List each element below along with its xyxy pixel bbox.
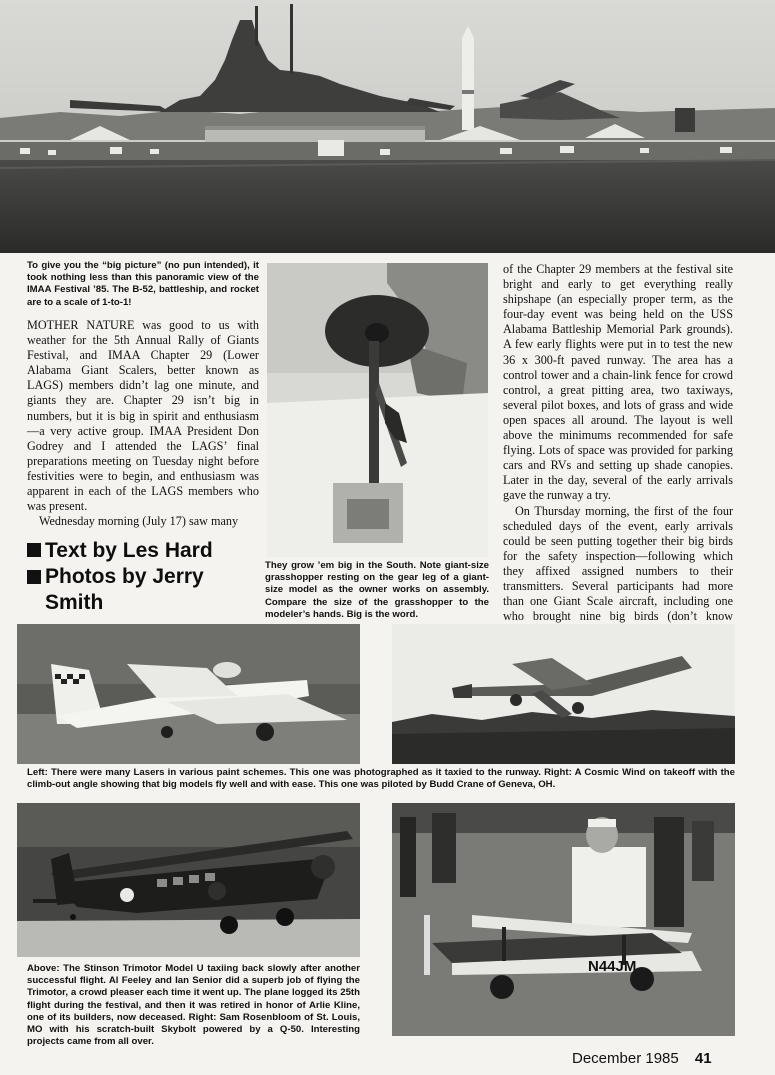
stinson-trimotor-photo: [17, 803, 360, 957]
cosmic-wind-photo: [392, 624, 735, 764]
skybolt-photo: [392, 803, 735, 1036]
article-paragraph: Wednesday morning (July 17) saw many: [39, 514, 239, 529]
issue-date: December 1985: [572, 1050, 679, 1067]
lasers-cosmic-caption: Left: There were many Lasers in various paint schemes. This one was photographed as it taxied to the runway. Right: A Cosmic Wind on takeoff with the climb-out angle showing that big models fly well and with ease. This one was piloted by Budd Crane of Geneva, OH.: [27, 767, 735, 791]
article-column-1: [27, 318, 259, 529]
laser-photo: [17, 624, 360, 764]
article-paragraph: of the Chapter 29 members at the festival site bright and early to get everything really shipshape (an especially proper term, as the four-day event was being held on the USS Alabama Battleship Memorial Park grounds). A few early flights were put in to test the new 36 x 300-ft paved runway. The area has a control tower and a chain-link fence for crowd control, a great pitting area, two taxiways, several pilot boxes, and lots of grass and wide open spaces all around. The layout is well above the minimums recommended for safe flying. Lots of space was provided for parking cars and RVs and setting up shade canopies. Later in the day, several of the early arrivals gave the runway a try.: [503, 262, 733, 503]
byline: [27, 538, 259, 616]
panorama-photo: [0, 0, 775, 253]
page-number: 41: [694, 1050, 712, 1067]
grasshopper-caption: They grow ’em big in the South. Note giant-size grasshopper resting on the gear leg of a giant-size model as the owner works on assembly. Compare the size of the grasshopper to the modeler’s hands. Big is the word.: [265, 560, 489, 620]
article-paragraph: On Thursday morning, the first of the four scheduled days of the event, early arrivals could be seen putting together their big birds for the safety inspection—following which they affixed assigned numbers to their transmitters. Several participants had more than one Giant Scale aircraft, including one who brought nine big birds (don’t know: [503, 503, 733, 624]
photo-credit: Photos by Jerry Smith: [27, 564, 259, 616]
page-footer: [572, 1050, 732, 1067]
bullet-square-icon: [27, 543, 41, 557]
stinson-skybolt-caption: Above: The Stinson Trimotor Model U taxiing back slowly after another successful flight. Al Feeley and Ian Senior did a superb job of flying the Trimotor, a crowd pleaser each time it went up. The plane logged its 25th flight during the festival, and then it was retired in honor of Arlie Kline, one of its builders, now deceased. Right: Sam Rosenbloom of St. Louis, MO with his scratch-built Skybolt powered by a Q-50. Interesting projects came from all over.: [27, 963, 360, 1048]
article-column-3: [503, 262, 733, 639]
grasshopper-photo: [267, 263, 488, 557]
article-paragraph: MOTHER NATURE was good to us with weather for the 5th Annual Rally of Giants Festival, and IMAA Chapter 29 (Lower Alabama Giant Scalers, better known as LAGS) members didn’t lag one minute, and giants they are. Chapter 29 isn’t big in numbers, but it is big in spirit and enthusiasm—a very active group. IMAA President Don Godrey and I attended the LAGS’ final preparations meeting on Tuesday night before festivities were to begin, and enthusiasm was apparent in each of the LAGS members who was present.: [27, 318, 259, 514]
skybolt-registration: N44JM: [588, 958, 637, 975]
panorama-caption: To give you the “big picture” (no pun intended), it took nothing less than this panoramic view of the IMAA Festival ’85. The B-52, battleship, and rocket are to a scale of 1-to-1!: [27, 260, 259, 308]
bullet-square-icon: [27, 570, 41, 584]
text-credit: Text by Les Hard: [27, 538, 259, 564]
